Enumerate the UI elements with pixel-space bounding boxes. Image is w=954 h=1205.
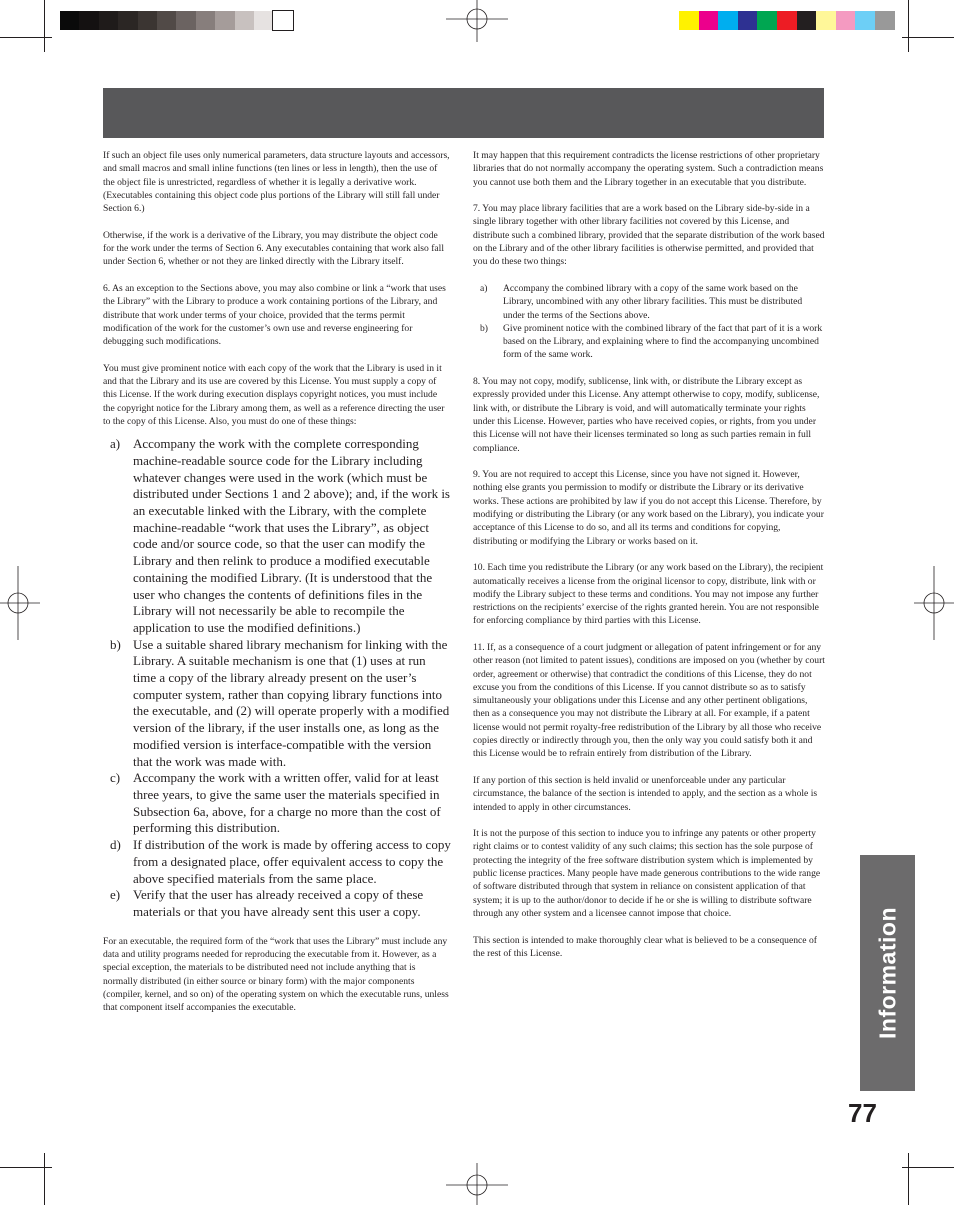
- list-item-label: b): [110, 636, 121, 652]
- color-swatch: [738, 11, 758, 30]
- list-item: [110, 887, 451, 920]
- paragraph: It is not the purpose of this section to induce you to infringe any patents or other property right claims or to contest validity of any such claims; this section has the sole purpose of protecting the integrity of the free software distribution system which is implemented by public license practices. Many people have made generous contributions to the wide range of software distributed through that system in reliance on consistent application of that system; it is up to the author/donor to decide if he or she is willing to distribute software through any other system and a licensee cannot impose that choice.: [473, 828, 821, 919]
- color-swatch: [718, 11, 738, 30]
- color-swatch: [797, 11, 817, 30]
- list-item-label: c): [110, 770, 121, 786]
- gray-swatch: [99, 11, 118, 30]
- gray-swatch: [118, 11, 137, 30]
- list-item: [110, 837, 451, 887]
- left-column: [103, 149, 451, 1028]
- gray-swatch: [60, 11, 79, 30]
- gray-swatch: [215, 11, 234, 30]
- color-swatch: [836, 11, 856, 30]
- color-swatch: [757, 11, 777, 30]
- color-swatch: [855, 11, 875, 30]
- list-item-text: Accompany the work with the complete corresponding machine-readable source code for the Library including whatever changes were used in the work (which must be distributed under Sections 1 and 2 above); and, if the work is an executable linked with the Library, with the complete machine-readable “work that uses the Library”, as object code and/or source code, so that the user can modify the Library and then relink to produce a modified executable containing the modified Library. (It is understood that the user who changes the contents of definitions files in the Library will not necessarily be able to recompile the application to use the modified definitions.): [133, 436, 450, 635]
- list-item: [110, 436, 451, 636]
- list-item-text: Use a suitable shared library mechanism for linking with the Library. A suitable mechanism is one that (1) uses at run time a copy of the library already present on the user’s computer system, rather than copying library functions into the executable, and (2) will operate properly with a modified version of the library, if the user installs one, as long as the modified version is interface-compatible with the version that the work was made with.: [133, 636, 450, 769]
- list-item-text: Accompany the work with a written offer, valid for at least three years, to give the same user the materials specified in Subsection 6a, above, for a charge no more than the cost of performing this distribution.: [133, 770, 441, 836]
- list-item-text: If distribution of the work is made by offering access to copy from a designated place, offer equivalent access to copy the above specified materials from the same place.: [133, 837, 451, 886]
- color-swatch: [816, 11, 836, 30]
- options-list: [473, 282, 825, 362]
- gray-swatch: [79, 11, 98, 30]
- list-item-text: Accompany the combined library with a copy of the same work based on the Library, uncombined with any other library facilities. This must be distributed under the terms of the Sections above.: [503, 282, 803, 321]
- section-tab: [860, 855, 915, 1091]
- gray-swatch: [157, 11, 176, 30]
- gray-swatch: [138, 11, 157, 30]
- page-number: 77: [848, 1098, 877, 1128]
- paragraph: You must give prominent notice with each copy of the work that the Library is used in it and that the Library and its use are covered by this License. You must supply a copy of this License. If the work during execution displays copyright notices, you must include the copyright notice for the Library among them, as well as a reference directing the user to the copy of this License. Also, you must do one of these things:: [103, 362, 445, 427]
- registration-mark-right: [914, 566, 954, 640]
- paragraph: If any portion of this section is held invalid or unenforceable under any particular circumstance, the balance of the section is intended to apply, and the section as a whole is intended to apply in other circumstances.: [473, 774, 818, 813]
- list-item-label: d): [110, 837, 121, 853]
- list-item: [480, 322, 825, 362]
- list-item-text: Verify that the user has already received a copy of these materials or that you have already sent this user a copy.: [133, 887, 424, 919]
- paragraph: If such an object file uses only numerical parameters, data structure layouts and accessors, and small macros and small inline functions (ten lines or less in length), then the use of the object file is unrestricted, regardless of whether it is legally a derivative work. (Executables containing this object code plus portions of the Library will still fall under Section 6.): [103, 150, 450, 215]
- section-tab-label: Information: [874, 907, 900, 1039]
- paragraph: This section is intended to make thoroughly clear what is believed to be a consequence of the rest of this License.: [473, 934, 817, 959]
- gray-swatch: [196, 11, 215, 30]
- header-band: [103, 88, 824, 138]
- gray-swatch: [254, 11, 273, 30]
- list-item-label: b): [480, 322, 488, 334]
- list-item: [480, 282, 825, 322]
- list-item: [110, 770, 451, 837]
- color-swatch: [875, 11, 895, 30]
- options-list: [103, 436, 451, 920]
- list-item-label: a): [480, 282, 488, 294]
- paragraph: 9. You are not required to accept this License, since you have not signed it. However, nothing else grants you permission to modify or distribute the Library or its derivative works. These actions are prohibited by law if you do not accept this License. Therefore, by modifying or distributing the Library (or any work based on the Library), you indicate your acceptance of this License to do so, and all its terms and conditions for copying, distributing or modifying the Library or works based on it.: [473, 469, 824, 547]
- color-swatch: [699, 11, 719, 30]
- registration-mark-top: [446, 0, 508, 42]
- list-item-text: Give prominent notice with the combined library of the fact that part of it is a work based on the Library, and explaining where to find the accompanying uncombined form of the same work.: [503, 322, 823, 361]
- gray-swatch: [273, 11, 292, 30]
- registration-mark-bottom: [446, 1163, 508, 1205]
- color-swatch: [679, 11, 699, 30]
- right-column: [473, 149, 825, 973]
- paragraph: For an executable, the required form of the “work that uses the Library” must include any data and utility programs needed for reproducing the executable from it. However, as a special exception, the materials to be distributed need not include anything that is normally distributed (in either source or binary form) with the major components (compiler, kernel, and so on) of the operating system on which the executable runs, unless that component itself accompanies the executable.: [103, 935, 449, 1014]
- list-item-label: e): [110, 887, 121, 903]
- paragraph: Otherwise, if the work is a derivative of the Library, you may distribute the object code for the work under the terms of Section 6. Any executables containing that work also fall under Section 6, whether or not they are linked directly with the Library itself.: [103, 229, 445, 268]
- paragraph: 10. Each time you redistribute the Library (or any work based on the Library), the recipient automatically receives a license from the original licensor to copy, distribute, link with or modify the Library subject to these terms and conditions. You may not impose any further restrictions on the recipients’ exercise of the rights granted herein. You are not responsible for enforcing compliance by third parties with this License.: [473, 562, 824, 627]
- gray-swatch: [176, 11, 195, 30]
- paragraph: 6. As an exception to the Sections above, you may also combine or link a “work that uses the Library” with the Library to produce a work containing portions of the Library, and distribute that work under terms of your choice, provided that the terms permit modification of the work for the customer’s own use and reverse engineering for debugging such modifications.: [103, 282, 446, 348]
- list-item: [110, 637, 451, 771]
- gray-swatch: [235, 11, 254, 30]
- color-swatch: [777, 11, 797, 30]
- paragraph: It may happen that this requirement contradicts the license restrictions of other proprietary libraries that do not normally accompany the operating system. Such a contradiction means you cannot use both them and the Library together in an executable that you distribute.: [473, 150, 824, 188]
- paragraph: 11. If, as a consequence of a court judgment or allegation of patent infringement or for any other reason (not limited to patent issues), conditions are imposed on you (whether by court order, agreement or otherwise) that contradict the conditions of this License, they do not excuse you from the conditions of this License. If you cannot distribute so as to satisfy simultaneously your obligations under this License and any other pertinent obligations, then as a consequence you may not distribute the Library at all. For example, if a patent license would not permit royalty-free redistribution of the Library by all those who receive copies directly or indirectly through you, then the only way you could satisfy both it and this License would be to refrain entirely from distribution of the Library.: [473, 641, 825, 760]
- paragraph: 7. You may place library facilities that are a work based on the Library side-by-side in a single library together with other library facilities not covered by this License, and distribute such a combined library, provided that the separate distribution of the work based on the Library and of the other library facilities is otherwise permitted, and provided that you do these two things:: [473, 203, 825, 268]
- paragraph: 8. You may not copy, modify, sublicense, link with, or distribute the Library except as expressly provided under this License. Any attempt otherwise to copy, modify, sublicense, link with, or distribute the Library is void, and will automatically terminate your rights under this License. However, parties who have received copies, or rights, from you under this License will not have their licenses terminated so long as such parties remain in full compliance.: [473, 376, 820, 454]
- list-item-label: a): [110, 436, 121, 452]
- registration-mark-left: [0, 566, 40, 640]
